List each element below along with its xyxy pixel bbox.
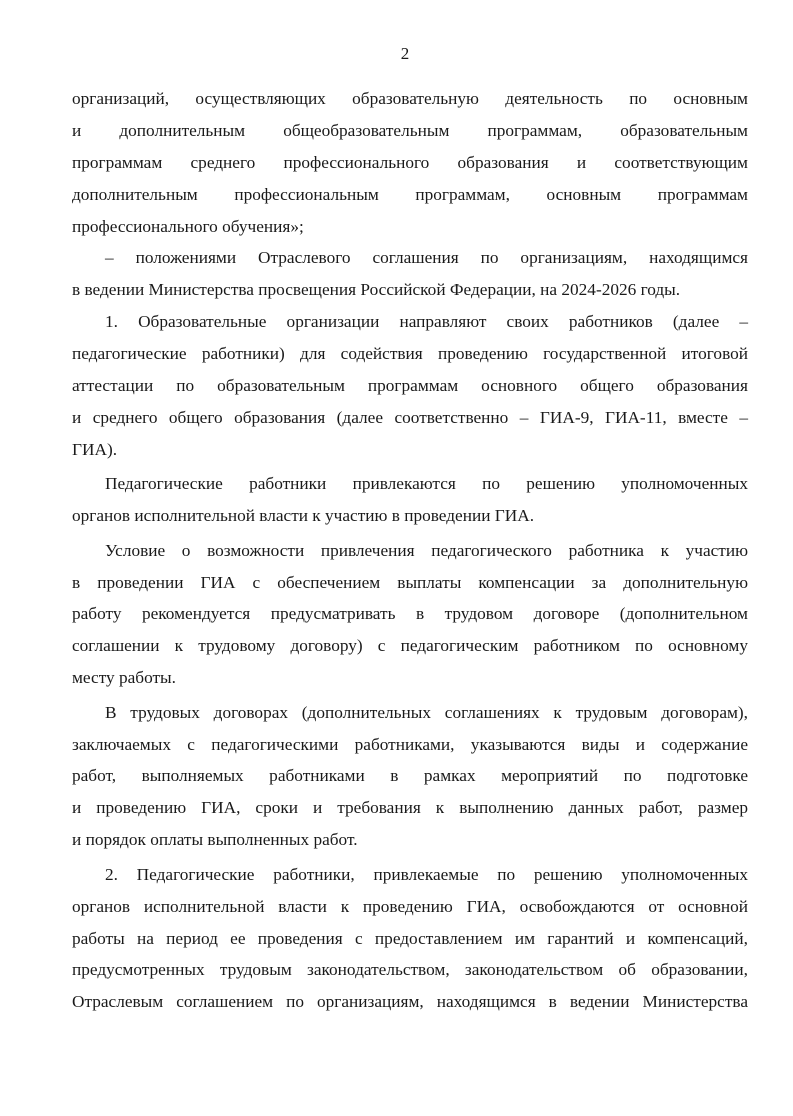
page-number: 2 — [400, 44, 410, 63]
text-line: месту работы. — [72, 668, 176, 688]
paragraph — [72, 859, 748, 1018]
text-line: и порядок оплаты выполненных работ. — [72, 830, 358, 850]
document-body — [72, 83, 748, 1018]
text-line: ГИА). — [72, 439, 118, 459]
text-line: Педагогические работники привлекаются по решению уполномоченных — [105, 474, 748, 494]
text-line: Условие о возможности привлечения педагогического работника к участию — [105, 540, 748, 560]
text-line: 1. Образовательные организации направляют своих работников (далее – — [105, 312, 748, 332]
paragraph — [72, 535, 748, 694]
text-line: дополнительным профессиональным программам, основным программам — [72, 184, 748, 204]
text-line: заключаемых с педагогическими работниками, указываются виды и содержание — [72, 734, 748, 754]
text-line: работу рекомендуется предусматривать в трудовом договоре (дополнительном — [72, 604, 748, 624]
text-line: в ведении Министерства просвещения Российской Федерации, на 2024-2026 годы. — [72, 280, 681, 300]
text-line: соглашении к трудовому договору) с педагогическим работником по основному — [72, 636, 748, 656]
text-line: в проведении ГИА с обеспечением выплаты компенсации за дополнительную — [72, 572, 748, 592]
paragraph — [72, 83, 748, 242]
text-line: предусмотренных трудовым законодательством, законодательством об образовании, — [72, 960, 748, 980]
text-line: Отраслевым соглашением по организациям, находящимся в ведении Министерства — [72, 992, 748, 1012]
paragraph — [72, 306, 748, 465]
text-line: и проведению ГИА, сроки и требования к выполнению данных работ, размер — [72, 798, 748, 818]
text-line: – положениями Отраслевого соглашения по организациям, находящимся — [105, 248, 748, 268]
text-line: аттестации по образовательным программам основного общего образования — [72, 376, 748, 396]
text-line: профессионального обучения»; — [72, 216, 304, 236]
paragraph — [72, 697, 748, 856]
text-line: В трудовых договорах (дополнительных соглашениях к трудовым договорам), — [105, 702, 748, 722]
text-line: 2. Педагогические работники, привлекаемые по решению уполномоченных — [105, 864, 748, 884]
text-line: и среднего общего образования (далее соответственно – ГИА-9, ГИА-11, вместе – — [72, 407, 748, 427]
text-line: педагогические работники) для содействия проведению государственной итоговой — [72, 344, 748, 364]
text-line: работ, выполняемых работниками в рамках мероприятий по подготовке — [72, 766, 748, 786]
text-line: программам среднего профессионального образования и соответствующим — [72, 152, 748, 172]
text-line: органов исполнительной власти к проведению ГИА, освобождаются от основной — [72, 896, 748, 916]
text-line: и дополнительным общеобразовательным программам, образовательным — [72, 120, 748, 140]
paragraph — [72, 468, 748, 532]
text-line: органов исполнительной власти к участию в проведении ГИА. — [72, 506, 535, 526]
paragraph — [72, 242, 748, 306]
text-line: организаций, осуществляющих образовательную деятельность по основным — [72, 89, 748, 108]
text-line: работы на период ее проведения с предоставлением им гарантий и компенсаций, — [72, 928, 748, 948]
